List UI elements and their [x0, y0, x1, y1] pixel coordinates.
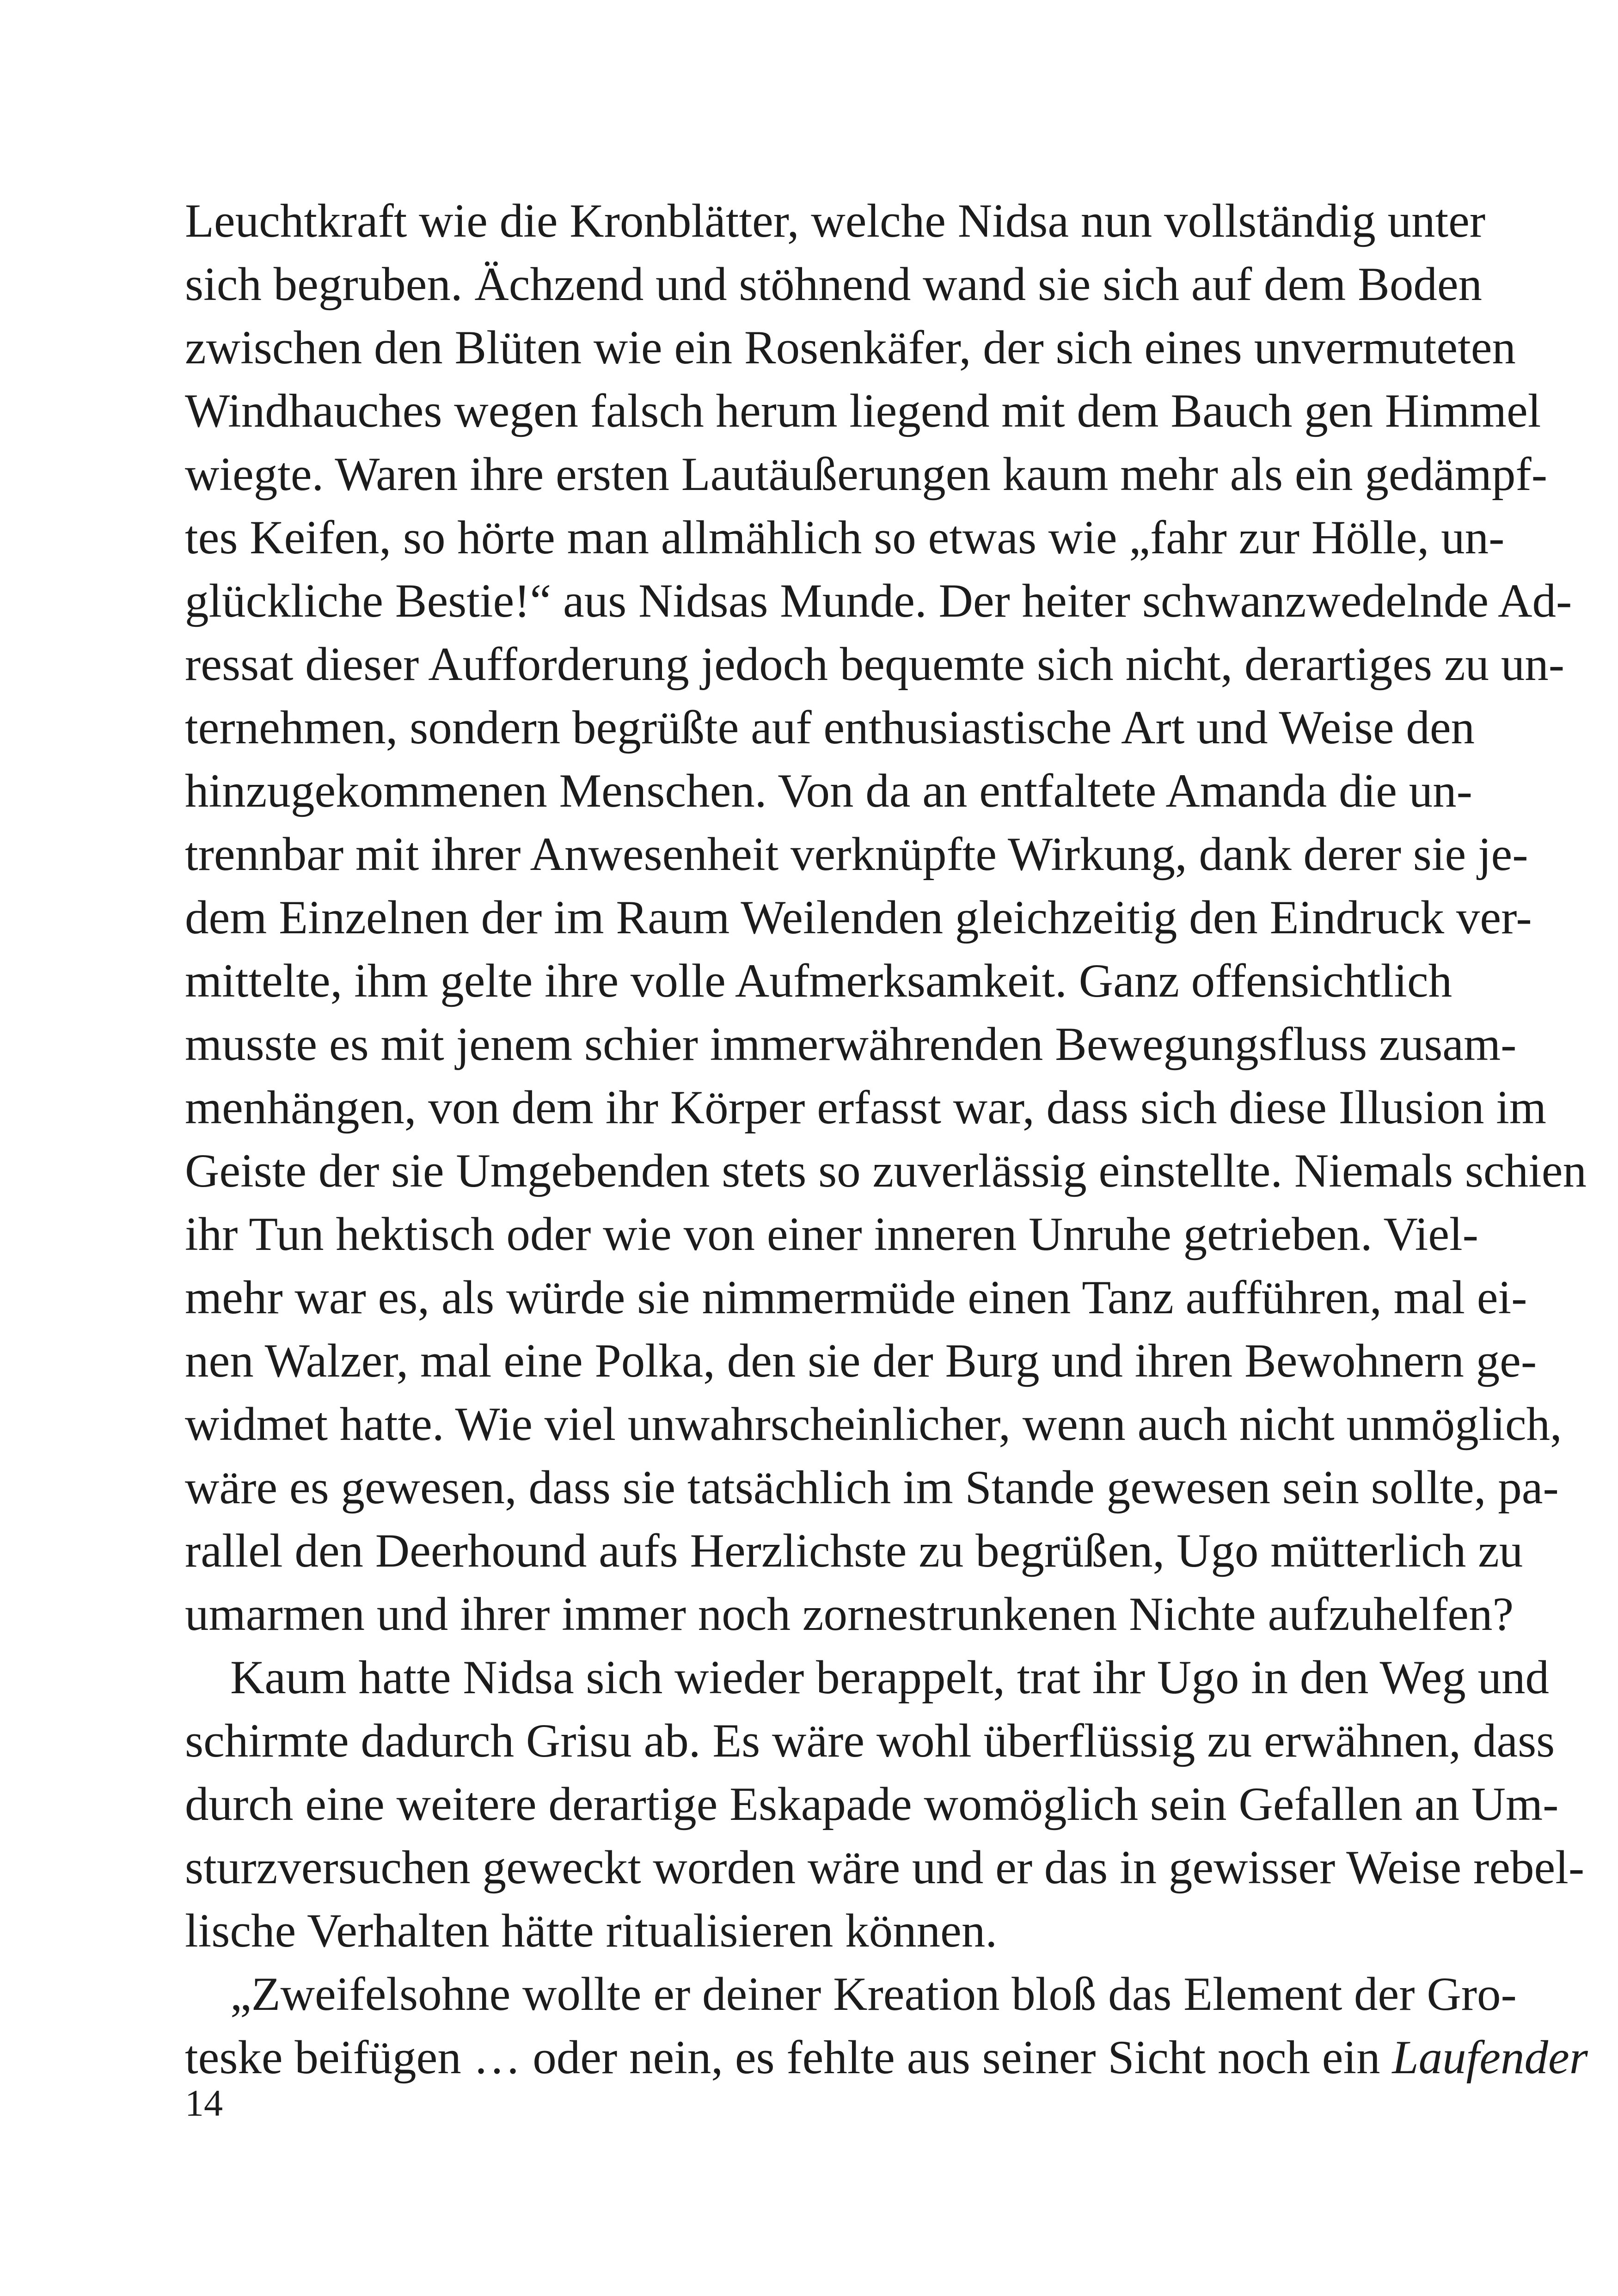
text-line: musste es mit jenem schier immerwährenden Bewegungsfluss zusam-: [185, 1018, 1517, 1071]
text-line: lische Verhalten hätte ritualisieren können.: [185, 1904, 998, 1957]
text-line: sich begruben. Ächzend und stöhnend wand sie sich auf dem Boden: [185, 258, 1483, 311]
text-line: ihr Tun hektisch oder wie von einer inneren Unruhe getrieben. Viel-: [185, 1208, 1478, 1261]
text-line: Leuchtkraft wie die Kronblätter, welche Nidsa nun vollständig unter: [185, 195, 1486, 247]
page-number: 14: [185, 2082, 223, 2124]
text-line: wiegte. Waren ihre ersten Lautäußerungen kaum mehr als ein gedämpf-: [185, 448, 1548, 501]
text-line: tes Keifen, so hörte man allmählich so etwas wie „fahr zur Hölle, un-: [185, 511, 1505, 564]
page-body: [185, 190, 1588, 2089]
text-line: widmet hatte. Wie viel unwahrscheinlicher, wenn auch nicht unmöglich,: [185, 1398, 1562, 1451]
paragraph-1: [185, 190, 1587, 1646]
text-line-regular: teske beifügen … oder nein, es fehlte aus seiner Sicht noch ein: [185, 2031, 1392, 2084]
text-line: rallel den Deerhound aufs Herzlichste zu begrüßen, Ugo mütterlich zu: [185, 1525, 1523, 1577]
text-line: durch eine weitere derartige Eskapade womöglich sein Gefallen an Um-: [185, 1778, 1559, 1831]
text-line: zwischen den Blüten wie ein Rosenkäfer, der sich eines unvermuteten: [185, 321, 1516, 374]
text-line: [185, 2026, 1588, 2089]
text-line: menhängen, von dem ihr Körper erfasst war, dass sich diese Illusion im: [185, 1081, 1546, 1134]
text-line: Geiste der sie Umgebenden stets so zuverlässig einstellte. Niemals schien: [185, 1145, 1587, 1197]
text-line: ressat dieser Aufforderung jedoch bequemte sich nicht, derartiges zu un-: [185, 638, 1565, 691]
text-line: Windhauches wegen falsch herum liegend mit dem Bauch gen Himmel: [185, 385, 1541, 437]
paragraph-2: [185, 1646, 1585, 1963]
text-line: mehr war es, als würde sie nimmermüde einen Tanz aufführen, mal ei-: [185, 1271, 1527, 1324]
text-line: trennbar mit ihrer Anwesenheit verknüpfte Wirkung, dank derer sie je-: [185, 828, 1528, 881]
text-line: glückliche Bestie!“ aus Nidsas Munde. Der heiter schwanzwedelnde Ad-: [185, 575, 1572, 627]
text-line: nen Walzer, mal eine Polka, den sie der Burg und ihren Bewohnern ge-: [185, 1335, 1537, 1387]
text-line: dem Einzelnen der im Raum Weilenden gleichzeitig den Eindruck ver-: [185, 891, 1532, 944]
text-line: hinzugekommenen Menschen. Von da an entfaltete Amanda die un-: [185, 765, 1472, 817]
text-line: umarmen und ihrer immer noch zornestrunkenen Nichte aufzuhelfen?: [185, 1588, 1514, 1641]
text-line: wäre es gewesen, dass sie tatsächlich im Stande gewesen sein sollte, pa-: [185, 1461, 1559, 1514]
text-line: Kaum hatte Nidsa sich wieder berappelt, trat ihr Ugo in den Weg und: [230, 1651, 1549, 1704]
paragraph-3: [185, 1963, 1588, 2089]
text-line: sturzversuchen geweckt worden wäre und er das in gewisser Weise rebel-: [185, 1841, 1585, 1894]
text-line-italic: Laufender: [1392, 2031, 1588, 2084]
text-line: ternehmen, sondern begrüßte auf enthusiastische Art und Weise den: [185, 701, 1475, 754]
text-line: schirmte dadurch Grisu ab. Es wäre wohl überflüssig zu erwähnen, dass: [185, 1714, 1555, 1767]
text-line: „Zweifelsohne wollte er deiner Kreation bloß das Element der Gro-: [230, 1968, 1517, 2020]
text-line: mittelte, ihm gelte ihre volle Aufmerksamkeit. Ganz offensichtlich: [185, 955, 1453, 1007]
